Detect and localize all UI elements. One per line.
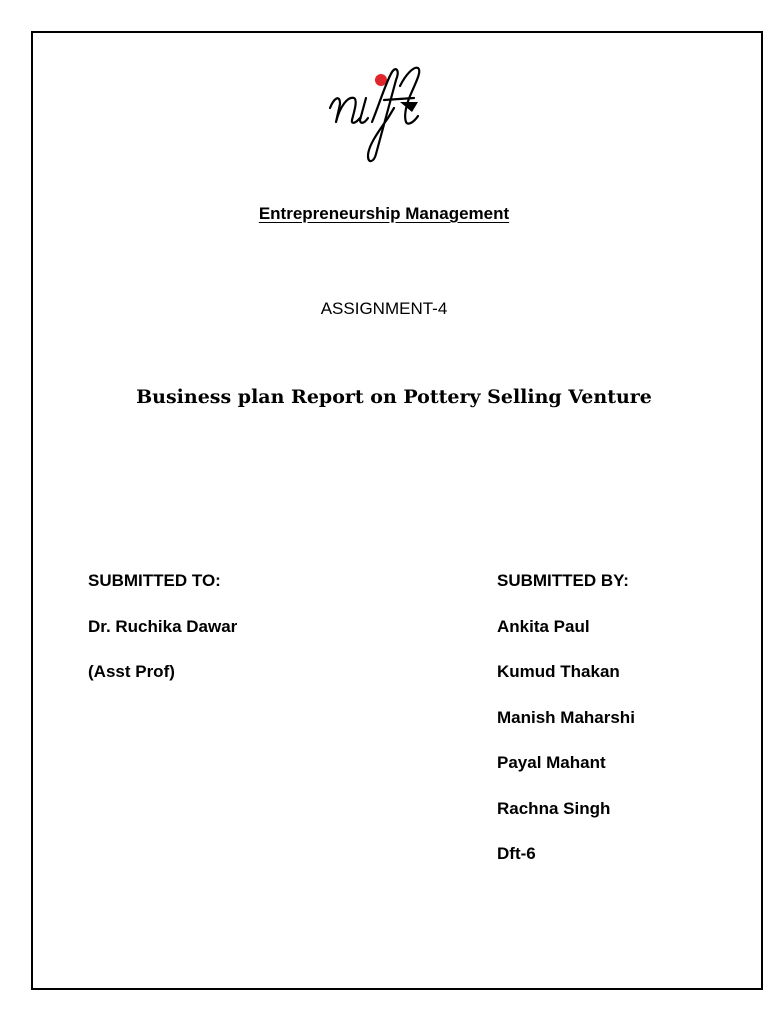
submitted-by-member: Kumud Thakan xyxy=(497,662,620,681)
submitted-to-name: Dr. Ruchika Dawar xyxy=(88,616,238,636)
submitted-by-member: Manish Maharshi xyxy=(497,707,635,727)
submitted-by-member: Rachna Singh xyxy=(497,798,611,818)
submitted-by-block xyxy=(497,570,635,889)
page-border xyxy=(31,31,763,990)
submitted-by-member: Ankita Paul xyxy=(497,616,590,636)
submitted-to-heading: SUBMITTED TO: xyxy=(88,571,221,590)
submitted-by-heading: SUBMITTED BY: xyxy=(497,571,629,590)
nift-logo xyxy=(322,62,432,170)
assignment-label: ASSIGNMENT-4 xyxy=(320,299,448,318)
submitted-by-member: Payal Mahant xyxy=(497,753,606,772)
submitted-to-block xyxy=(88,570,237,707)
subject-title: Entrepreneurship Management xyxy=(258,204,510,223)
submitted-by-section: Dft-6 xyxy=(497,844,536,863)
report-title: Business plan Report on Pottery Selling Venture xyxy=(136,386,652,408)
logo-script-mark xyxy=(330,68,419,161)
submitted-to-designation: (Asst Prof) xyxy=(88,662,175,681)
logo-arrow-mark xyxy=(400,102,418,112)
